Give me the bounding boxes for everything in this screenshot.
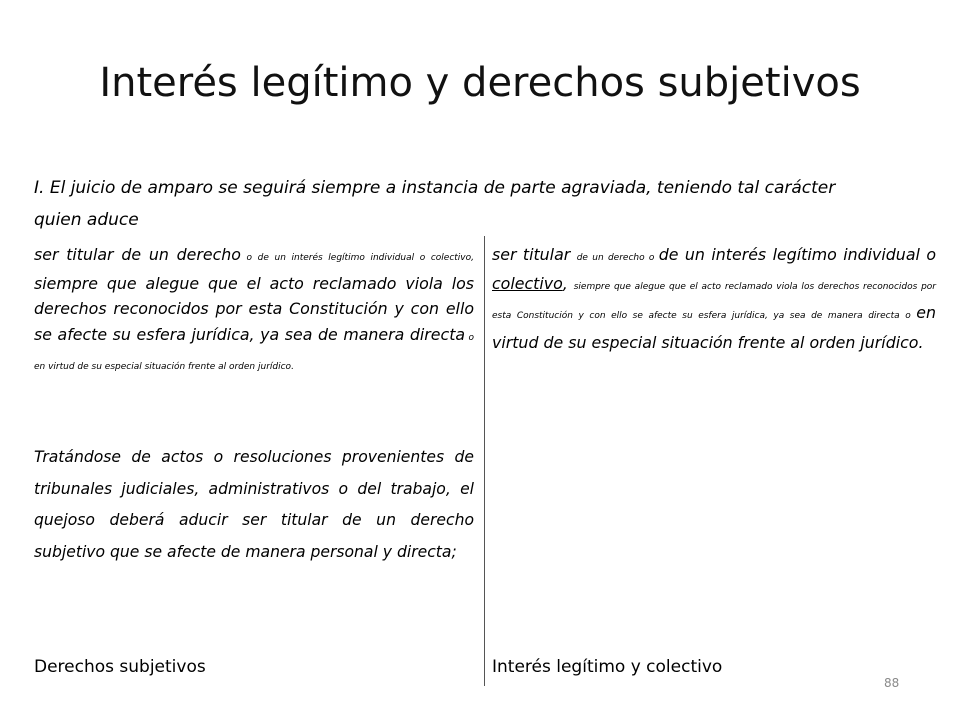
text-run: ser titular — [492, 245, 577, 264]
column-divider — [484, 236, 485, 686]
page-number: 88 — [884, 676, 900, 690]
text-run: ser titular de un derecho — [34, 245, 241, 264]
text-run: colectivo — [492, 274, 563, 294]
text-run: en virtud de su especial situación frente al orden jurídico. — [492, 303, 936, 352]
left-column-paragraph — [34, 242, 474, 380]
interes-legitimo-label: Interés legítimo y colectivo — [492, 657, 723, 677]
text-run: siempre que alegue que el acto reclamado viola los derechos reconocidos por esta Constitución y con ello se afecte su esfera jurídica, ya sea de manera directa o — [492, 282, 936, 322]
text-run: o de un interés legítimo individual o colectivo, — [240, 253, 474, 263]
left-column-second-paragraph: Tratándose de actos o resoluciones provenientes de tribunales judiciales, administrativos o del trabajo, el quejoso deberá aducir ser titular de un derecho subjetivo que se afecte de manera personal y directa; — [34, 448, 474, 561]
derechos-subjetivos-label: Derechos subjetivos — [34, 657, 206, 677]
text-run: de un interés legítimo individual o — [658, 245, 937, 264]
text-run: , — [562, 274, 574, 294]
slide-title: Interés legítimo y derechos subjetivos — [99, 60, 861, 106]
text-run: o en virtud de su especial situación frente al orden jurídico. — [34, 332, 474, 372]
text-run: siempre que alegue que el acto reclamado viola los derechos reconocidos por esta Constitución y con ello se afecte su esfera jurídica, ya sea de manera directa — [34, 274, 474, 344]
intro-paragraph: I. El juicio de amparo se seguirá siempre a instancia de parte agraviada, teniendo tal carácter quien aduce — [34, 178, 836, 230]
text-run: de un derecho o — [576, 253, 659, 263]
right-column-paragraph — [492, 242, 936, 355]
